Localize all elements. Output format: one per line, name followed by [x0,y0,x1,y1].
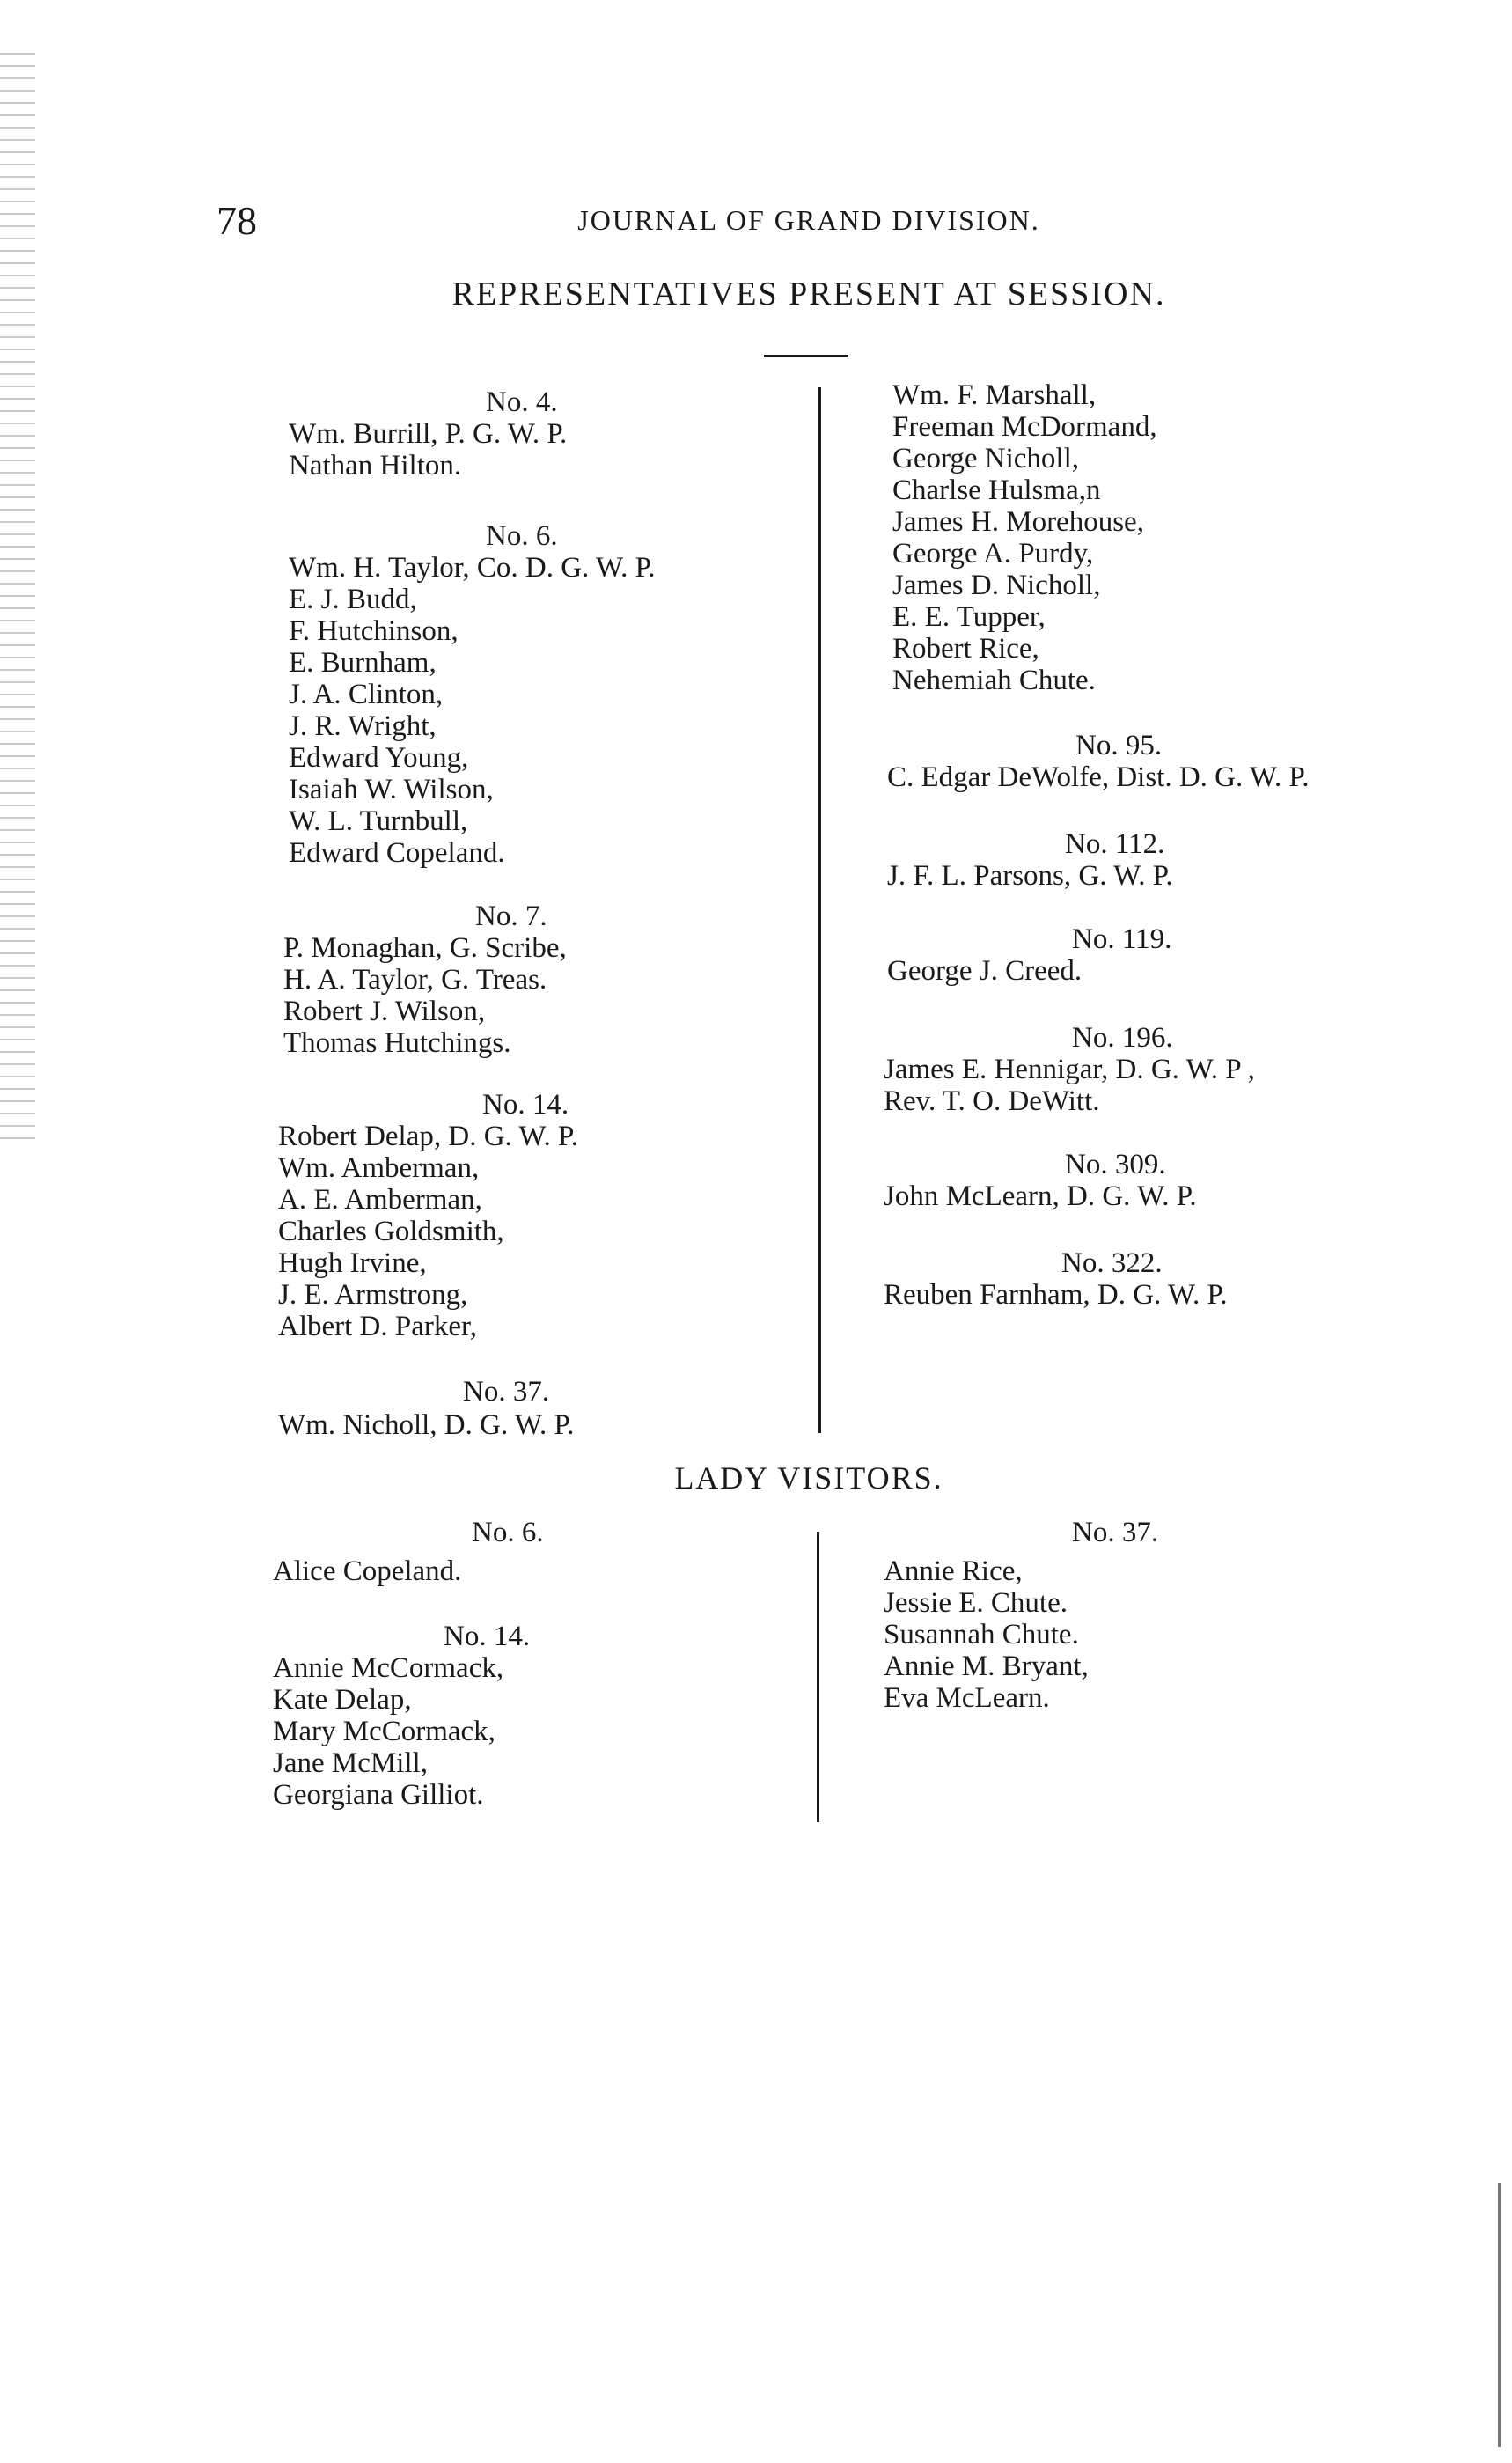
member-name: P. Monaghan, G. Scribe, [283,932,567,964]
visitor-name: Eva McLearn. [884,1682,1050,1714]
page-number: 78 [217,198,257,243]
member-name: Thomas Hutchings. [283,1027,511,1059]
division-heading: No. 14. [444,1621,531,1652]
member-name: Hugh Irvine, [278,1247,427,1279]
division-heading: No. 37. [463,1376,550,1408]
member-name: Robert Delap, D. G. W. P. [278,1121,578,1152]
visitor-name: Annie M. Bryant, [884,1651,1089,1682]
member-name: J. E. Armstrong, [278,1279,468,1311]
member-name: J. A. Clinton, [289,679,444,710]
visitor-name: Jessie E. Chute. [884,1587,1068,1619]
member-name: Reuben Farnham, D. G. W. P. [884,1279,1228,1311]
member-name: Wm. Amberman, [278,1152,480,1184]
lady-visitors-title: LADY VISITORS. [674,1460,943,1496]
visitor-name: Annie McCormack, [273,1652,504,1684]
section-title: REPRESENTATIVES PRESENT AT SESSION. [451,276,1166,312]
running-head: JOURNAL OF GRAND DIVISION. [577,204,1040,236]
member-name: Albert D. Parker, [278,1311,477,1342]
visitor-name: Annie Rice, [884,1555,1023,1587]
visitor-name: Susannah Chute. [884,1619,1079,1651]
column-divider [818,387,821,1433]
member-name: Nathan Hilton. [289,450,462,482]
member-name: James D. Nicholl, [892,570,1101,601]
member-name: Wm. H. Taylor, Co. D. G. W. P. [289,552,656,584]
member-name: F. Hutchinson, [289,615,459,647]
division-heading: No. 95. [1075,730,1163,761]
member-name: E. J. Budd, [289,584,417,615]
member-name: Edward Young, [289,742,469,774]
visitor-name: Alice Copeland. [273,1555,462,1587]
member-name: Isaiah W. Wilson, [289,774,494,805]
division-heading: No. 6. [472,1517,544,1548]
division-heading: No. 14. [482,1089,569,1121]
member-name: E. E. Tupper, [892,601,1046,633]
member-name: W. L. Turnbull, [289,805,468,837]
division-heading: No. 309. [1065,1149,1166,1180]
title-rule [764,355,848,357]
division-heading: No. 322. [1061,1247,1163,1279]
member-name: Edward Copeland. [289,837,505,869]
column-divider [817,1532,819,1822]
member-name: George Nicholl, [892,443,1080,474]
member-name: Robert J. Wilson, [283,996,486,1027]
member-name: Robert Rice, [892,633,1039,665]
member-name: Wm. Burrill, P. G. W. P. [289,418,568,450]
member-name: Charles Goldsmith, [278,1216,504,1247]
member-name: George J. Creed. [887,955,1083,987]
member-name: Nehemiah Chute. [892,665,1096,696]
member-name: Wm. Nicholl, D. G. W. P. [278,1409,575,1441]
visitor-name: Jane McMill, [273,1747,428,1779]
visitor-name: Mary McCormack, [273,1716,495,1747]
member-name: E. Burnham, [289,647,437,679]
division-heading: No. 112. [1065,828,1165,860]
member-name: James E. Hennigar, D. G. W. P , [884,1054,1255,1085]
member-name: George A. Purdy, [892,538,1094,570]
page-edge-artifact [1498,2183,1501,2447]
member-name: J. R. Wright, [289,710,437,742]
member-name: Freeman McDormand, [892,411,1157,443]
division-heading: No. 119. [1072,923,1172,955]
member-name: Charlse Hulsma,n [892,474,1101,506]
division-heading: No. 6. [486,520,558,552]
member-name: Wm. F. Marshall, [892,379,1097,411]
member-name: C. Edgar DeWolfe, Dist. D. G. W. P. [887,761,1310,793]
division-heading: No. 7. [475,901,547,932]
division-heading: No. 4. [486,386,558,418]
member-name: James H. Morehouse, [892,506,1144,538]
member-name: H. A. Taylor, G. Treas. [283,964,547,996]
member-name: John McLearn, D. G. W. P. [884,1180,1197,1212]
member-name: A. E. Amberman, [278,1184,482,1216]
division-heading: No. 196. [1072,1022,1173,1054]
member-name: J. F. L. Parsons, G. W. P. [887,860,1173,892]
visitor-name: Kate Delap, [273,1684,412,1716]
member-name: Rev. T. O. DeWitt. [884,1085,1100,1117]
visitor-name: Georgiana Gilliot. [273,1779,484,1811]
division-heading: No. 37. [1072,1517,1159,1548]
